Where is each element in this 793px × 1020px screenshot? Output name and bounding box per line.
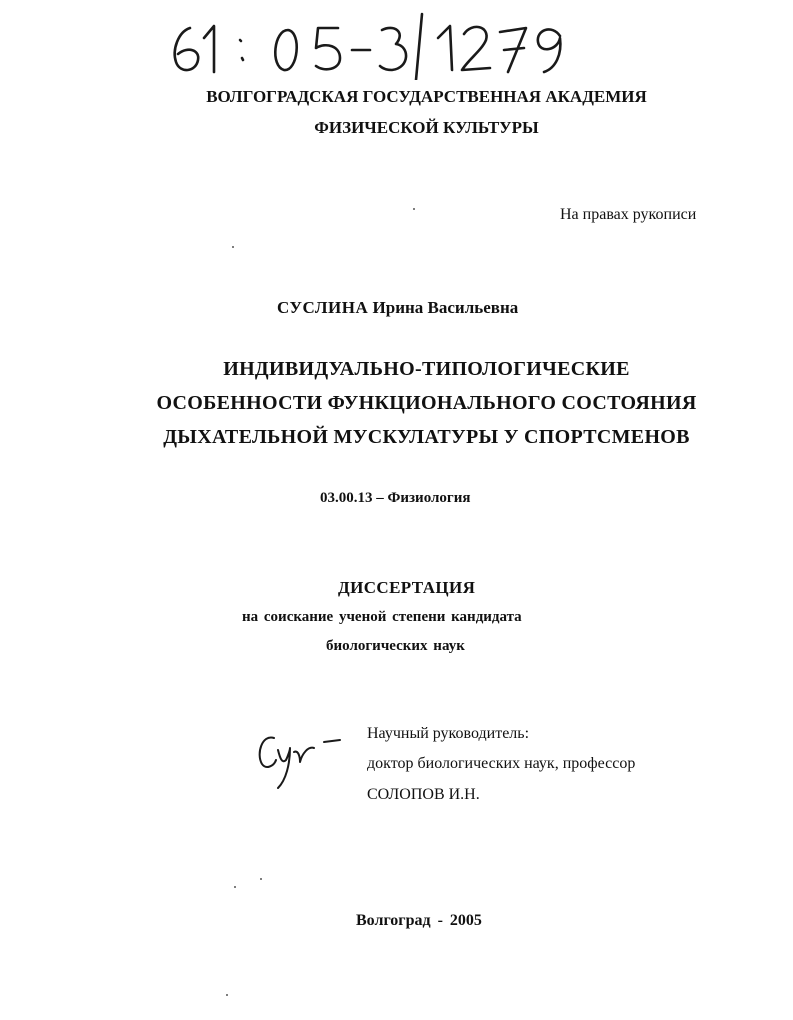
thesis-title-line2: ОСОБЕННОСТИ ФУНКЦИОНАЛЬНОГО СОСТОЯНИЯ xyxy=(156,392,697,414)
supervisor-degree: доктор биологических наук, профессор xyxy=(367,755,636,772)
scan-speck xyxy=(232,246,234,248)
work-type: ДИССЕРТАЦИЯ xyxy=(338,578,476,597)
author-given-names: Ирина Васильевна xyxy=(372,298,519,317)
supervisor-signature xyxy=(252,724,352,794)
scan-speck xyxy=(260,878,262,880)
author-surname: СУСЛИНА xyxy=(277,298,369,317)
city-and-year: Волгоград - 2005 xyxy=(356,912,482,929)
degree-description-line2: биологических наук xyxy=(326,638,465,654)
author-name xyxy=(277,298,518,318)
institution-name-line1: ВОЛГОГРАДСКАЯ ГОСУДАРСТВЕННАЯ АКАДЕМИЯ xyxy=(206,87,647,106)
scan-speck xyxy=(413,208,415,210)
thesis-title-line1: ИНДИВИДУАЛЬНО-ТИПОЛОГИЧЕСКИЕ xyxy=(223,358,630,380)
scan-speck xyxy=(226,994,228,996)
supervisor-name: СОЛОПОВ И.Н. xyxy=(367,786,480,803)
degree-description-line1: на соискание ученой степени кандидата xyxy=(242,609,522,625)
supervisor-label: Научный руководитель: xyxy=(367,725,530,742)
scan-speck xyxy=(234,886,236,888)
manuscript-rights-note: На правах рукописи xyxy=(560,206,697,223)
handwritten-archive-code xyxy=(160,10,580,80)
specialty-code: 03.00.13 – Физиология xyxy=(320,490,471,506)
institution-name-line2: ФИЗИЧЕСКОЙ КУЛЬТУРЫ xyxy=(314,118,539,137)
thesis-title-line3: ДЫХАТЕЛЬНОЙ МУСКУЛАТУРЫ У СПОРТСМЕНОВ xyxy=(163,426,690,448)
